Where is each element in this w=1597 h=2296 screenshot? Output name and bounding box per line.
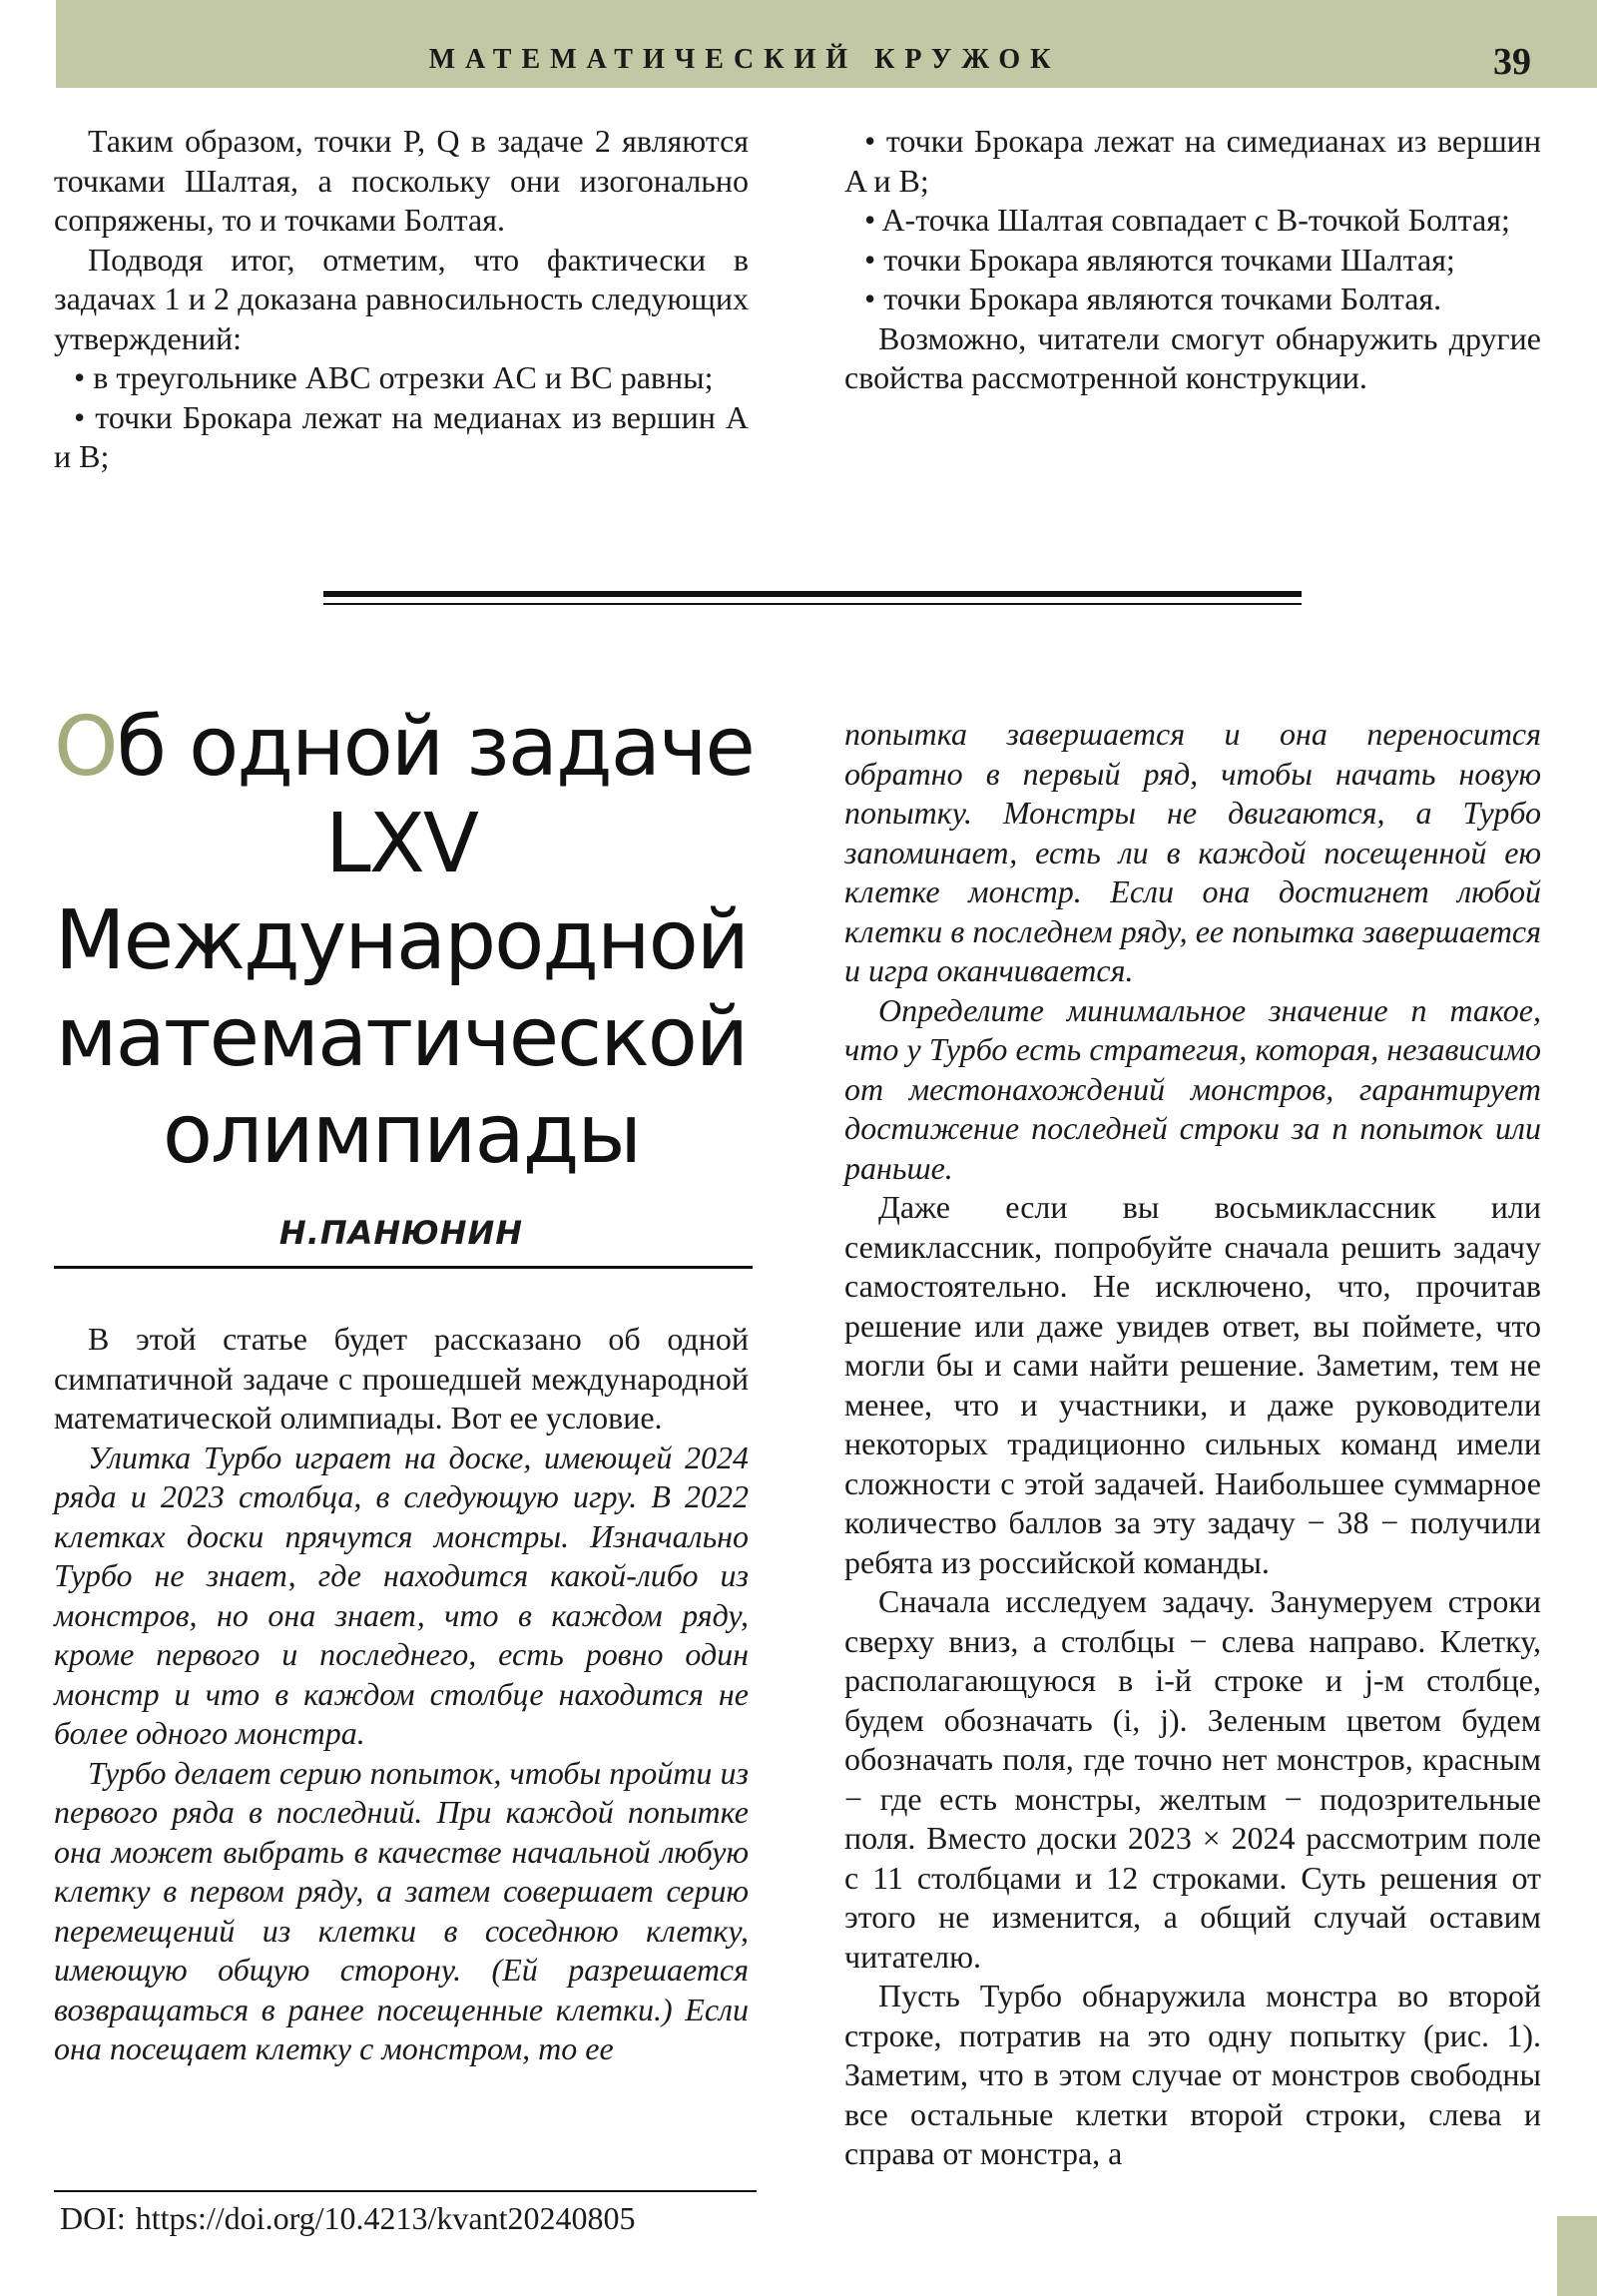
paragraph: Подводя итог, отметим, что фактически в задачах 1 и 2 доказана равносильность следующих утверждений: (54, 241, 749, 356)
section-title: МАТЕМАТИЧЕСКИЙ КРУЖОК (428, 44, 1061, 75)
paragraph: Таким образом, точки P, Q в задаче 2 являются точками Шалтая, а поскольку они изогонально сопряжены, то и точками Болтая. (54, 123, 749, 238)
section-divider (323, 591, 1302, 597)
problem-statement: попытка завершается и она переносится обратно в первый ряд, чтобы начать новую попытку. Монстры не двигаются, а Турбо запоминает, есть ли в каждой посещенной ею клетке монстр. Если она достигнет любой клетки в последнем ряду, ее попытка завершается и игра оканчивается. (844, 716, 1541, 988)
title-line-1 (54, 699, 754, 796)
bullet-item: • точки Брокара лежат на медианах из вершин A и B; (54, 398, 749, 474)
article-right-column (844, 715, 1541, 2174)
paragraph: Даже если вы восьмиклассник или семиклассник, попробуйте сначала решить задачу самостоятельно. Не исключено, что, прочитав решение или даже увидев ответ, вы поймете, что могли бы и сами найти решение. Заметим, тем не менее, что и участники, и даже руководители некоторых традиционно сильных команд имели сложности с этой задачей. Наибольшее суммарное количество баллов за эту задачу − 38 − получили ребята из российской команды. (844, 1189, 1541, 1580)
title-line-1-rest: б одной задаче (116, 700, 754, 795)
section-divider-thin (323, 603, 1302, 605)
doi-divider (54, 2190, 757, 2192)
bullet-item: • точки Брокара являются точками Шалтая; (864, 241, 1455, 278)
title-line-2: LXV (325, 797, 477, 891)
doi-link[interactable]: https://doi.org/10.4213/kvant20240805 (135, 2200, 636, 2236)
doi-label: DOI: (60, 2200, 126, 2236)
author: Н.ПАНЮНИН (278, 1214, 524, 1252)
problem-statement: Улитка Турбо играет на доске, имеющей 2024 ряда и 2023 столбца, в следующую игру. В 2022 клетках доски прячутся монстры. Изначально Турбо не знает, где находится какой-либо из монстров, но она знает, что в каждом ряду, кроме первого и последнего, есть ровно один монстр и что в каждом столбце находится не более одного монстра. (54, 1438, 749, 1751)
prev-article-left-column (54, 122, 749, 477)
title-initial: О (54, 700, 117, 795)
paragraph: Пусть Турбо обнаружила монстра во второй строке, потратив на это одну попытку (рис. 1). Заметим, что в этом случае от монстров свободны все остальные клетки второй строки, слева и справа от монстра, а (844, 1978, 1541, 2171)
page-number: 39 (1493, 41, 1531, 83)
title-line-4: математической (55, 990, 748, 1085)
paragraph: Возможно, читатели смогут обнаружить другие свойства рассмотренной конструкции. (844, 319, 1541, 395)
author-divider (54, 1266, 753, 1269)
title-line-3: Международной (54, 893, 749, 988)
paragraph: В этой статье будет рассказано об одной симпатичной задаче с прошедшей международной математической олимпиады. Вот ее условие. (54, 1321, 749, 1435)
bullet-item: • точки Брокара являются точками Болтая. (864, 281, 1442, 316)
side-tab (1557, 2216, 1597, 2296)
bullet-item: • A-точка Шалтая совпадает с B-точкой Болтая; (864, 202, 1510, 238)
bullet-item: • в треугольнике ABC отрезки AC и BC равны; (74, 359, 714, 395)
article-left-column (54, 1320, 749, 2069)
title-line-5: олимпиады (162, 1087, 641, 1182)
problem-statement: Определите минимальное значение n такое, что у Турбо есть стратегия, которая, независимо от местонахождений монстров, гарантирует достижение последней строки за n попыток или раньше. (844, 991, 1541, 1186)
prev-article-right-column (844, 122, 1541, 398)
article-title (54, 699, 754, 1183)
paragraph: Сначала исследуем задачу. Занумеруем строки сверху вниз, а столбцы − слева направо. Клетку, располагающуюся в i-й строке и j-м столбце, будем обозначать (i, j). Зеленым цветом будем обозначать поля, где точно нет монстров, красным − где есть монстры, желтым − подозрительные поля. Вместо доски 2023 × 2024 рассмотрим поле с 11 столбцами и 12 строками. Суть решения от этого не изменится, а общий случай оставим читателю. (844, 1583, 1541, 1975)
problem-statement: Турбо делает серию попыток, чтобы пройти из первого ряда в последний. При каждой попытке она может выбрать в качестве начальной любую клетку в первом ряду, а затем совершает серию перемещений из клетки в соседнюю клетку, имеющую общую сторону. (Ей разрешается возвращаться в ранее посещенные клетки.) Если она посещает клетку с монстром, то ее (54, 1754, 749, 2066)
doi (60, 2200, 646, 2237)
bullet-item: • точки Брокара лежат на симедианах из вершин A и B; (844, 123, 1541, 199)
